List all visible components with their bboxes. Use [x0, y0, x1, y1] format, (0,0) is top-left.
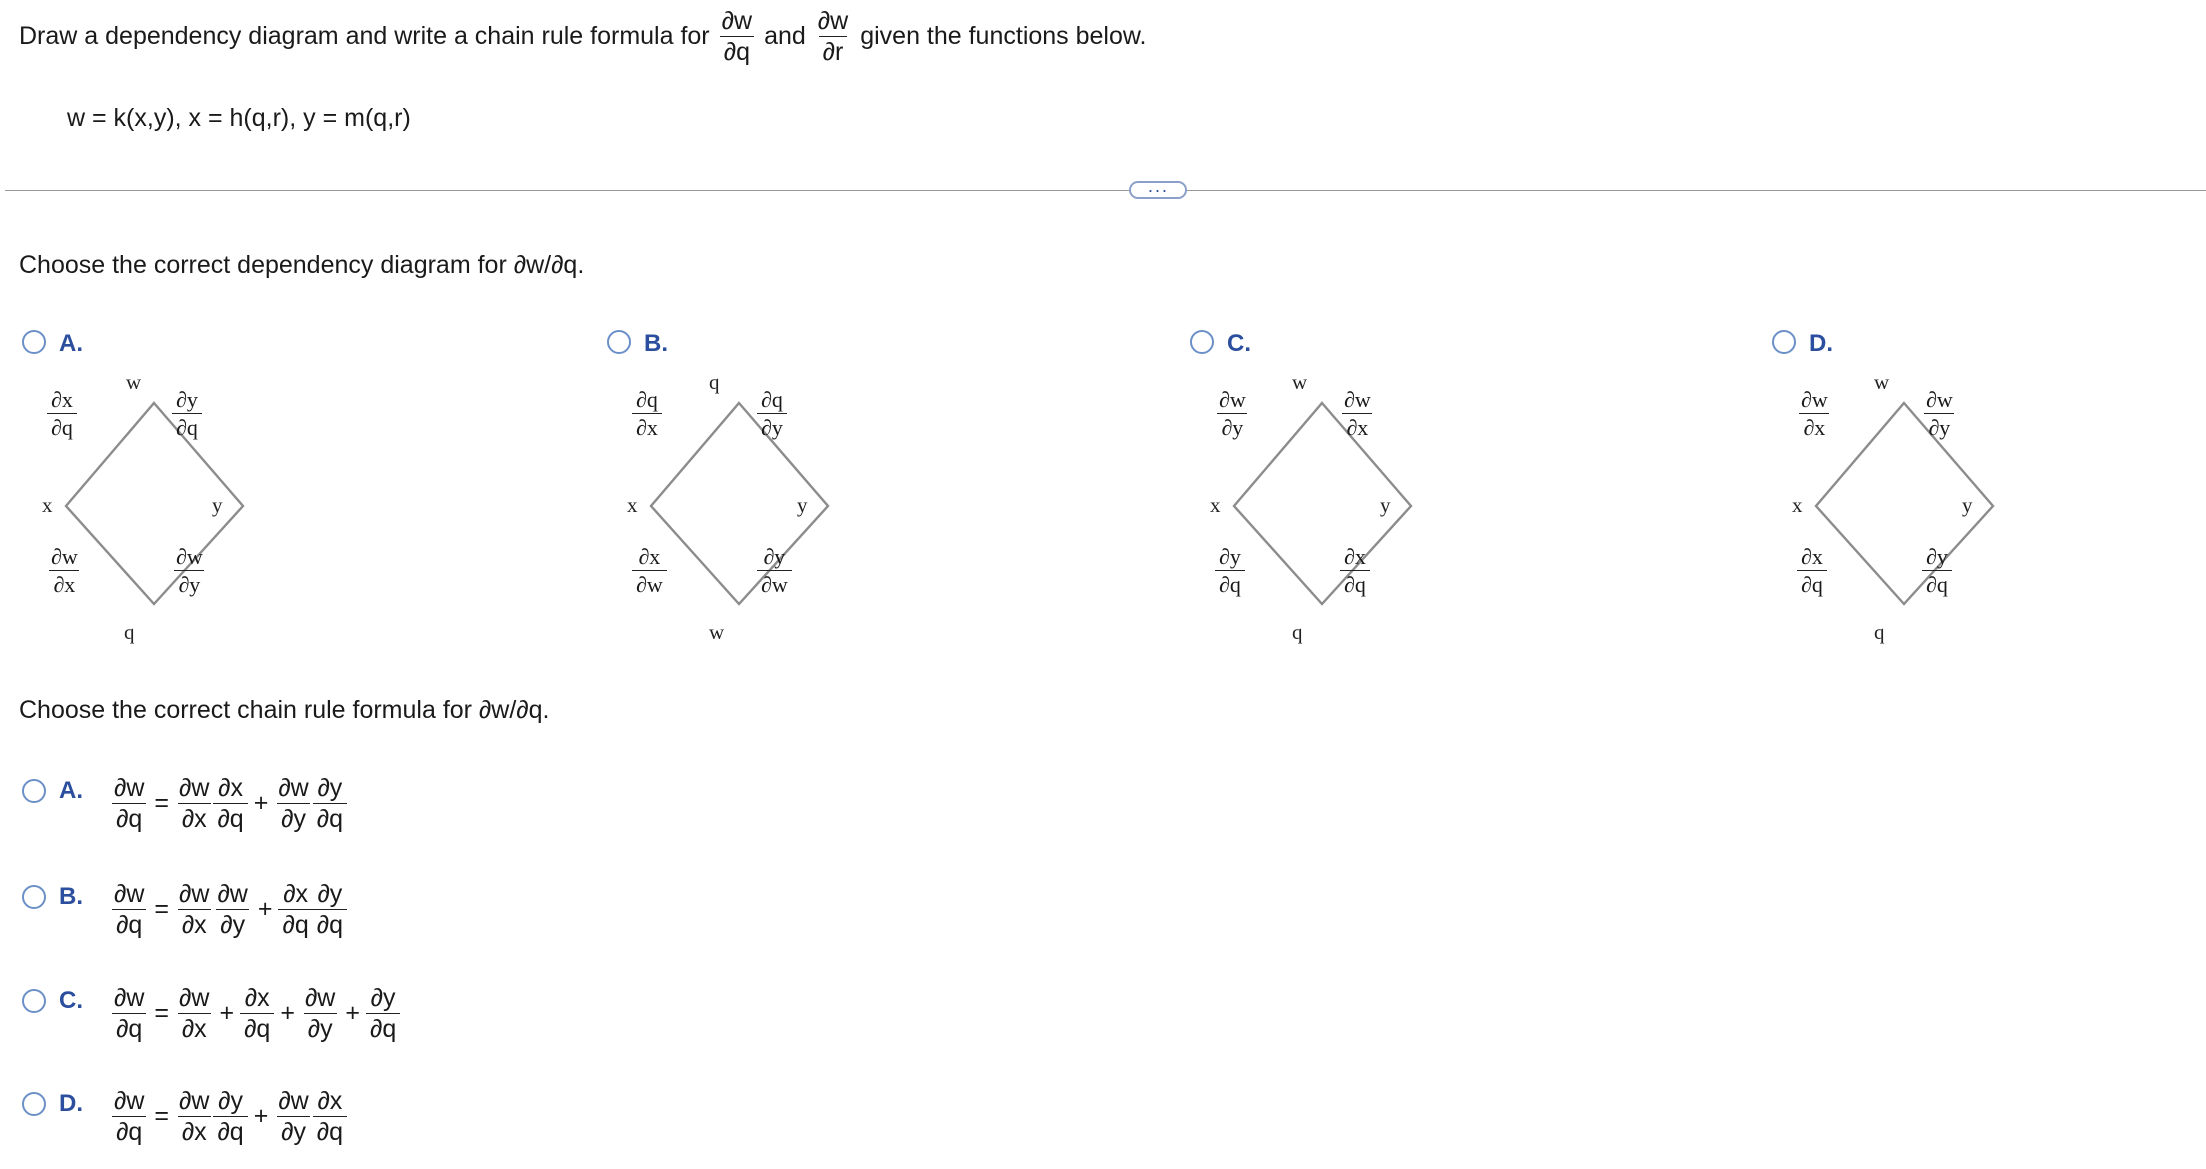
chain-rule-formula	[110, 985, 400, 1043]
problem-text-and: and	[764, 22, 806, 51]
fraction-denominator: ∂q	[213, 803, 247, 832]
fraction-denominator: ∂q	[1340, 570, 1370, 596]
option-letter: A.	[59, 777, 83, 804]
problem-statement	[19, 8, 1147, 66]
edge-label-upper-right	[1340, 388, 1375, 439]
fraction-denominator: ∂q	[1215, 570, 1245, 596]
edge-label-lower-right	[757, 545, 792, 596]
term-fraction	[175, 881, 213, 939]
fraction-numerator: ∂y	[1926, 544, 1948, 569]
fraction-numerator: ∂w	[278, 774, 309, 802]
fraction-numerator: ∂x	[1801, 544, 1823, 569]
radio-button[interactable]	[1772, 330, 1796, 354]
fraction-denominator: ∂q	[313, 1116, 347, 1145]
fraction-numerator: ∂y	[370, 984, 396, 1012]
fraction-denominator: ∂y	[216, 909, 249, 938]
fraction-denominator: ∂x	[632, 413, 662, 439]
fraction-denominator: ∂y	[277, 803, 310, 832]
term-fraction	[301, 985, 339, 1043]
edge-label-lower-left	[1797, 545, 1827, 596]
equals-sign: =	[154, 895, 170, 924]
fraction-denominator: ∂q	[720, 36, 754, 65]
problem-text-part2: given the functions below.	[860, 22, 1147, 51]
dependency-diagram	[1805, 395, 2005, 615]
fraction-numerator: ∂w	[179, 774, 210, 802]
fraction-denominator: ∂x	[49, 570, 79, 596]
term-fraction	[274, 1088, 312, 1146]
fraction-denominator: ∂y	[757, 413, 787, 439]
edge-label-upper-right	[172, 388, 202, 439]
node-right: y	[1380, 493, 1391, 517]
fraction-numerator: ∂x	[638, 544, 661, 569]
fraction-denominator: ∂y	[1924, 413, 1954, 439]
fraction-numerator: ∂w	[51, 544, 78, 569]
term-fraction	[213, 881, 251, 939]
lhs-fraction	[110, 775, 148, 833]
radio-button[interactable]	[22, 885, 46, 909]
question1-title: Choose the correct dependency diagram for ∂w/∂q.	[19, 251, 585, 279]
term-product	[278, 881, 347, 939]
fraction-denominator: ∂q	[47, 413, 77, 439]
dw-dq-fraction	[718, 8, 756, 66]
fraction-denominator: ∂w	[757, 570, 792, 596]
fraction-numerator: ∂w	[278, 1087, 309, 1115]
fraction-denominator: ∂x	[1799, 413, 1829, 439]
edge-label-lower-left	[632, 545, 667, 596]
fraction-numerator: ∂w	[217, 880, 248, 908]
fraction-denominator: ∂q	[172, 413, 202, 439]
dependency-diagram	[55, 395, 255, 615]
term-product	[274, 775, 347, 833]
fraction-denominator: ∂q	[112, 1116, 146, 1145]
term-product	[175, 775, 248, 833]
plus-sign: +	[219, 999, 235, 1028]
edge-label-lower-left	[47, 545, 82, 596]
term-product	[175, 1088, 248, 1146]
fraction-denominator: ∂q	[366, 1013, 400, 1042]
fraction-numerator: ∂y	[176, 387, 198, 412]
edge-label-lower-right	[172, 545, 207, 596]
term-product	[274, 1088, 347, 1146]
term-fraction	[313, 775, 347, 833]
edge-label-upper-left	[47, 388, 77, 439]
node-right: y	[212, 493, 223, 517]
lhs-fraction	[110, 881, 148, 939]
term-fraction	[213, 1088, 247, 1146]
node-right: y	[797, 493, 808, 517]
node-left: x	[42, 493, 53, 517]
function-definitions: w = k(x,y), x = h(q,r), y = m(q,r)	[67, 104, 411, 132]
fraction-denominator: ∂x	[1342, 413, 1372, 439]
term-fraction	[213, 775, 247, 833]
radio-button[interactable]	[22, 1092, 46, 1116]
node-top: w	[126, 370, 142, 394]
fraction-numerator: ∂x	[218, 774, 244, 802]
fraction-numerator: ∂w	[176, 544, 203, 569]
fraction-numerator: ∂w	[114, 880, 145, 908]
fraction-numerator: ∂w	[114, 1087, 145, 1115]
fraction-numerator: ∂w	[179, 984, 210, 1012]
fraction-numerator: ∂q	[636, 387, 658, 412]
option-letter: A.	[59, 330, 83, 357]
fraction-denominator: ∂y	[174, 570, 204, 596]
fraction-numerator: ∂y	[763, 544, 786, 569]
fraction-denominator: ∂q	[1797, 570, 1827, 596]
radio-button[interactable]	[22, 989, 46, 1013]
fraction-numerator: ∂w	[721, 7, 753, 35]
term-fraction	[240, 985, 274, 1043]
fraction-numerator: ∂w	[1801, 387, 1828, 412]
fraction-denominator: ∂q	[313, 909, 347, 938]
fraction-denominator: ∂r	[819, 36, 848, 65]
fraction-denominator: ∂x	[178, 1116, 211, 1145]
edge-label-lower-right	[1922, 545, 1952, 596]
fraction-numerator: ∂w	[1344, 387, 1371, 412]
fraction-denominator: ∂x	[178, 803, 211, 832]
fraction-numerator: ∂x	[244, 984, 270, 1012]
term-product	[175, 881, 252, 939]
fraction-denominator: ∂q	[278, 909, 312, 938]
dependency-diagram	[640, 395, 840, 615]
fraction-denominator: ∂y	[277, 1116, 310, 1145]
term-fraction	[313, 881, 347, 939]
dependency-diagram	[1223, 395, 1423, 615]
plus-sign: +	[257, 895, 273, 924]
chain-rule-formula	[110, 1088, 347, 1146]
fraction-denominator: ∂q	[1922, 570, 1952, 596]
fraction-numerator: ∂x	[283, 880, 309, 908]
formula-option-c[interactable]	[22, 985, 462, 1065]
fraction-numerator: ∂w	[114, 774, 145, 802]
expand-button[interactable]: ···	[1129, 181, 1187, 199]
diagram-option-c[interactable]	[1190, 330, 1750, 660]
fraction-numerator: ∂w	[1219, 387, 1246, 412]
formula-option-a[interactable]	[22, 775, 442, 855]
fraction-numerator: ∂w	[179, 880, 210, 908]
edge-label-lower-left	[1215, 545, 1245, 596]
fraction-denominator: ∂q	[112, 909, 146, 938]
fraction-denominator: ∂w	[632, 570, 667, 596]
fraction-denominator: ∂x	[178, 909, 211, 938]
fraction-numerator: ∂w	[114, 984, 145, 1012]
option-letter: D.	[1809, 330, 1833, 357]
fraction-denominator: ∂y	[304, 1013, 337, 1042]
fraction-denominator: ∂q	[213, 1116, 247, 1145]
node-right: y	[1962, 493, 1973, 517]
plus-sign: +	[280, 999, 295, 1028]
term-fraction	[175, 1088, 213, 1146]
node-bottom: q	[1292, 620, 1303, 644]
node-left: x	[627, 493, 638, 517]
fraction-numerator: ∂w	[817, 7, 849, 35]
lhs-fraction	[110, 1088, 148, 1146]
node-left: x	[1792, 493, 1803, 517]
chain-rule-formula	[110, 775, 347, 833]
node-top: q	[709, 370, 720, 394]
term-fraction	[274, 775, 312, 833]
equals-sign: =	[154, 1102, 170, 1131]
option-letter: B.	[59, 883, 83, 910]
fraction-numerator: ∂y	[218, 1087, 244, 1115]
option-letter: C.	[1227, 330, 1251, 357]
equals-sign: =	[154, 999, 170, 1028]
radio-button[interactable]	[1190, 330, 1214, 354]
fraction-numerator: ∂y	[1219, 544, 1241, 569]
edge-label-upper-left	[1797, 388, 1832, 439]
fraction-denominator: ∂y	[1217, 413, 1247, 439]
radio-button[interactable]	[607, 330, 631, 354]
node-left: x	[1210, 493, 1221, 517]
section-divider	[5, 190, 2206, 191]
option-letter: C.	[59, 987, 83, 1014]
term-fraction	[313, 1088, 347, 1146]
formula-option-d[interactable]	[22, 1088, 442, 1168]
radio-button[interactable]	[22, 779, 46, 803]
formula-option-b[interactable]	[22, 881, 442, 961]
fraction-numerator: ∂x	[51, 387, 73, 412]
plus-sign: +	[253, 1102, 269, 1131]
dw-dr-fraction	[814, 8, 852, 66]
fraction-denominator: ∂q	[112, 1013, 146, 1042]
fraction-numerator: ∂y	[317, 774, 343, 802]
chain-rule-formula	[110, 881, 347, 939]
fraction-numerator: ∂w	[1926, 387, 1953, 412]
node-bottom: q	[1874, 620, 1885, 644]
node-bottom: w	[709, 620, 725, 644]
edge-label-upper-left	[632, 388, 662, 439]
term-fraction	[278, 881, 312, 939]
node-top: w	[1292, 370, 1308, 394]
fraction-numerator: ∂x	[317, 1087, 343, 1115]
edge-label-lower-right	[1340, 545, 1370, 596]
option-letter: B.	[644, 330, 668, 357]
fraction-numerator: ∂w	[179, 1087, 210, 1115]
diagram-option-d[interactable]	[1772, 330, 2192, 660]
fraction-numerator: ∂y	[317, 880, 343, 908]
edge-label-upper-right	[757, 388, 787, 439]
node-top: w	[1874, 370, 1890, 394]
fraction-denominator: ∂q	[240, 1013, 274, 1042]
fraction-numerator: ∂x	[1344, 544, 1366, 569]
term-fraction	[175, 775, 213, 833]
plus-sign: +	[345, 999, 360, 1028]
edge-label-upper-left	[1215, 388, 1250, 439]
fraction-numerator: ∂w	[304, 984, 336, 1012]
lhs-fraction	[110, 985, 148, 1043]
edge-label-upper-right	[1922, 388, 1957, 439]
fraction-denominator: ∂x	[178, 1013, 211, 1042]
term-fraction	[175, 985, 213, 1043]
radio-button[interactable]	[22, 330, 46, 354]
equals-sign: =	[154, 789, 170, 818]
fraction-denominator: ∂q	[313, 803, 347, 832]
fraction-denominator: ∂q	[112, 803, 146, 832]
problem-text-part1: Draw a dependency diagram and write a chain rule formula for	[19, 22, 710, 51]
diagram-option-b[interactable]	[607, 330, 1167, 660]
option-letter: D.	[59, 1090, 83, 1117]
node-bottom: q	[124, 620, 135, 644]
question2-title: Choose the correct chain rule formula for ∂w/∂q.	[19, 696, 550, 724]
plus-sign: +	[253, 789, 269, 818]
fraction-numerator: ∂q	[761, 387, 783, 412]
diagram-option-a[interactable]	[22, 330, 582, 660]
term-fraction	[366, 985, 400, 1043]
